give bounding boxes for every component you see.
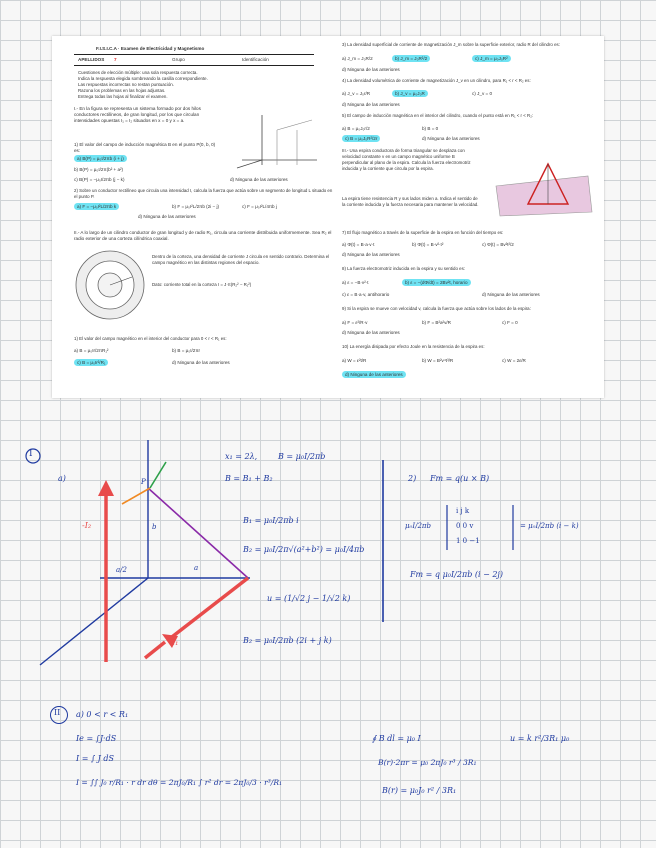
- section1-part-b: 2): [408, 474, 417, 483]
- header-rule-bottom: [74, 65, 314, 66]
- q9-option-c[interactable]: c) F = 0: [502, 320, 518, 325]
- q6-figure: [488, 156, 600, 220]
- label-point-p: P: [141, 478, 146, 486]
- section2-line-3: I = ∫∫ J₀ r/R₁ · r dr dθ = 2πJ₀/R₁ ∫ r² dr = 2πJ₀/3 · r³/R₁: [76, 778, 283, 787]
- q4-prompt: 4) La densidad volumétrica de corriente de magnetización J_v en un cilindro, para R₁ < r < R₂ es:: [342, 78, 531, 83]
- exam-group-label: Grupo: [172, 57, 185, 62]
- q2a-prompt: 1) El valor del campo magnético en el interior del conductor para 0 < r < R₁ es:: [74, 336, 227, 341]
- force-matrix-result: = μ₀I/2πb (i − k): [520, 522, 579, 530]
- label-a-distance: a: [194, 564, 199, 572]
- q10-prompt: 10) La energía disipada por efecto Joule en la resistencia de la espira es:: [342, 344, 485, 349]
- note-eq-b1x: B₁ = μ₀I/2πb i: [243, 516, 299, 525]
- q1a-option-d[interactable]: d) Ninguna de las anteriores: [230, 177, 288, 182]
- q5-option-a[interactable]: a) B = μ₀J₀r/2: [342, 126, 370, 131]
- q7-option-c[interactable]: c) Φ(t) = Bv²t²/2: [482, 242, 514, 247]
- q2a-option-c[interactable]: c) B = μ₀Ir²/R₁: [74, 359, 108, 366]
- q4-option-a[interactable]: a) J_v = J₀r/R: [342, 91, 371, 96]
- q1a-prompt: 1) El valor del campo de inducción magnética B en el punto P(0, b, 0) es:: [74, 142, 216, 154]
- q1a-option-a[interactable]: a) B(P) = μ₀I/2πb (i + j): [74, 155, 127, 162]
- q7-option-a[interactable]: a) Φ(t) = B·a·v·t: [342, 242, 375, 247]
- current-i1-tail: [145, 642, 165, 658]
- section2-line-1: Ie = ∫J·dS: [76, 734, 117, 743]
- q2a-option-a[interactable]: a) B = μ₀Ir/2πR₁²: [74, 348, 109, 353]
- q1b-prompt: 2) Sobre un conductor rectilíneo que circula una intensidad I, calcula la fuerza que actúa sobre un segmento de longitud L situado en el punto P.: [74, 188, 333, 199]
- q1b-option-c[interactable]: c) F = μ₀I²L/4πb j: [242, 204, 277, 209]
- q8-option-a[interactable]: a) ε = −B·v²·t: [342, 280, 369, 285]
- exam-sheet: [52, 36, 604, 398]
- note-eq-u: u = (1/√2 j − 1/√2 k): [267, 594, 351, 603]
- vector-b1-arrow: [150, 462, 166, 488]
- q5-option-c[interactable]: c) B = μ₀J₀R²/2r: [342, 135, 380, 142]
- exam-code-label: Identificación: [242, 57, 269, 62]
- q9-option-d[interactable]: d) Ninguna de las anteriores: [342, 330, 400, 335]
- note-eq-b2vec: B₂ = μ₀I/2πb (2i + j k): [243, 636, 332, 645]
- q10-option-b[interactable]: b) W = B²v⁴t³/R: [422, 358, 454, 363]
- exam-name-mark: 7: [114, 57, 117, 62]
- section2-ampere-expanded: B(r)·2πr = μ₀ 2πJ₀ r³ / 3R₁: [378, 758, 477, 767]
- q8-option-d[interactable]: d) Ninguna de las anteriores: [482, 292, 540, 297]
- section2-result: B(r) = μ₀J₀ r² / 3R₁: [382, 786, 457, 795]
- q3-option-a[interactable]: a) J_m = J₀R/2: [342, 56, 373, 61]
- q5-option-b[interactable]: b) B = 0: [422, 126, 439, 131]
- q3-option-d[interactable]: d) Ninguna de las anteriores: [342, 67, 400, 72]
- axis-x: [40, 578, 148, 665]
- q3-option-c[interactable]: c) J_m = μ₀J₀R²: [472, 55, 511, 62]
- q10-option-d[interactable]: d) Ninguna de las anteriores: [342, 371, 406, 378]
- q8-prompt: 8) La fuerza electromotriz inducida en la espira y su sentido es:: [342, 266, 466, 271]
- q3-option-b[interactable]: b) J_m = J₀R²/2: [392, 55, 430, 62]
- label-current-i1: I₁: [172, 638, 179, 647]
- q2-figure: [74, 249, 146, 321]
- section2-part-a: a) 0 < r < R₁: [76, 710, 129, 719]
- note-eq-x: x₁ = 2λ,: [225, 452, 258, 461]
- q2a-option-b[interactable]: b) B = μ₀I/2πr: [172, 348, 201, 353]
- instruction-line: Las respuestas incorrectas no restan puntuación.: [78, 82, 174, 87]
- q2-note: Dato: corriente total en la corteza I = J·π(R₂² − R₁²): [152, 282, 252, 287]
- section1-marker: I: [29, 449, 33, 459]
- current-i2-head: [98, 480, 114, 496]
- label-current-i2: -I₂: [82, 521, 92, 530]
- q1b-option-b[interactable]: b) F = μ₀I²L/2πb (2i − j): [172, 204, 220, 209]
- q2-statement: II.- A lo largo de un cilindro conductor de gran longitud y de radio R₁, circula una corriente distribuida uniformemente. Sea R₂ el radio exterior de una corteza cilíndrica coaxial.: [74, 230, 332, 242]
- matrix-row-3: 1 0 −1: [456, 537, 480, 545]
- force-matrix-prefactor: μ₀I/2πb: [405, 522, 432, 530]
- q4-option-c[interactable]: c) J_v = 0: [472, 91, 493, 96]
- exam-header-title: F.I.S.I.C.A · Examen de Electricidad y Magnetismo: [96, 46, 205, 51]
- section1-part-a: a): [58, 474, 66, 483]
- q4-option-b[interactable]: b) J_v = μ₀J₀R: [392, 90, 428, 97]
- matrix-row-2: 0 0 v: [456, 522, 474, 530]
- q1-figure: [222, 110, 322, 170]
- q7-option-d[interactable]: d) Ninguna de las anteriores: [342, 252, 400, 257]
- q2-body: Dentro de la corteza, una densidad de corriente J circula en sentido contrario. Determina el campo magnético en las distintas regiones del espacio.: [152, 254, 330, 265]
- q8-option-c[interactable]: c) ε = B·a·v, antihorario: [342, 292, 390, 297]
- note-eq-b2: B₂ = μ₀I/2π√(a²+b²) = μ₀I/4πb: [243, 545, 365, 554]
- note-eq-sum: B = B₁ + B₂: [225, 474, 273, 483]
- instruction-line: Indica la respuesta elegida sombreando la casilla correspondiente.: [78, 76, 208, 81]
- q3-prompt: 3) La densidad superficial de corriente de magnetización J_m sobre la superficie exterior, radio R del cilindro es:: [342, 42, 560, 47]
- q5-prompt: 5) El campo de inducción magnética en el interior del cilindro, cuando el punto está en R₁ < r < R₂:: [342, 113, 534, 118]
- q10-option-a[interactable]: a) W = ε²t/R: [342, 358, 367, 363]
- vector-b2-arrow: [122, 488, 150, 504]
- q1a-option-b[interactable]: b) B(P) = μ₀I/2π(b² + a²): [74, 167, 124, 172]
- note-eq-b1: B = μ₀I/2πb: [278, 452, 326, 461]
- section2-ampere: ∮ B dl = μ₀ I: [372, 734, 421, 743]
- q9-option-a[interactable]: a) F = ε²/R·v: [342, 320, 368, 325]
- q7-prompt: 7) El flujo magnético a través de la superficie de la espira en función del tiempo es:: [342, 230, 504, 235]
- section2-line-2: I = ∫ J dS: [76, 754, 115, 763]
- instruction-line: Cuestiones de elección múltiple: una sola respuesta correcta.: [78, 70, 198, 75]
- q1b-option-d[interactable]: d) Ninguna de las anteriores: [138, 214, 196, 219]
- header-rule-top: [74, 54, 314, 55]
- q1-statement: I.- En la figura se representa un sistema formado por dos hilos conductores rectilíneos, de gran longitud, por los que circulan intensidades opuestas I₁ = I₂ situados en x = 0 y x = a.: [74, 106, 201, 124]
- current-i1-arrow: [168, 578, 248, 640]
- force-final: Fm = q μ₀I/2πb (i − 2j): [410, 570, 504, 579]
- q1a-option-c[interactable]: c) B(P) = −μ₀I/2πb (j − k): [74, 177, 125, 182]
- exam-name-label: APELLIDOS: [78, 57, 105, 62]
- q6-statement: III.- Una espira conductora de forma triangular se desplaza con velocidad constante v en un campo magnético uniforme B perpendicular al plano de la espira. Calcula la fuerza electromotriz inducida y la corriente que circula por la espira.: [342, 148, 471, 171]
- q6-body: La espira tiene resistencia R y sus lados miden a. Indica el sentido de la corriente inducida y la fuerza necesaria para mantener la velocidad.: [342, 196, 479, 207]
- q9-option-b[interactable]: b) F = B²a²v/R: [422, 320, 451, 325]
- instruction-line: Entrega todas las hojas al finalizar el examen.: [78, 94, 168, 99]
- q8-option-b[interactable]: b) ε = −(dΦ/dt) = 2Bv²t, horario: [402, 279, 471, 286]
- q5-option-d[interactable]: d) Ninguna de las anteriores: [422, 136, 480, 141]
- q9-prompt: 9) Si la espira se mueve con velocidad v, calcula la fuerza que actúa sobre los lados de la espira:: [342, 306, 531, 311]
- instruction-line: Razona los problemas en las hojas adjuntas.: [78, 88, 166, 93]
- q7-option-b[interactable]: b) Φ(t) = B·v²·t²: [412, 242, 444, 247]
- force-equation: Fm = q(u × B): [430, 474, 490, 483]
- matrix-row-1: i j k: [456, 507, 470, 515]
- section2-side-note: u = k r²/3R₁ μ₀: [510, 734, 570, 743]
- q10-option-c[interactable]: c) W = 2ε/R: [502, 358, 526, 363]
- q2a-option-d[interactable]: d) Ninguna de las anteriores: [172, 360, 230, 365]
- label-b-distance: b: [152, 523, 157, 531]
- exam-instructions: [78, 70, 308, 100]
- section2-marker: II: [54, 708, 61, 717]
- q1b-option-a[interactable]: a) F = −μ₀I²L/2πb k: [74, 203, 119, 210]
- q4-option-d[interactable]: d) Ninguna de las anteriores: [342, 102, 400, 107]
- label-origin: a/2: [116, 566, 127, 574]
